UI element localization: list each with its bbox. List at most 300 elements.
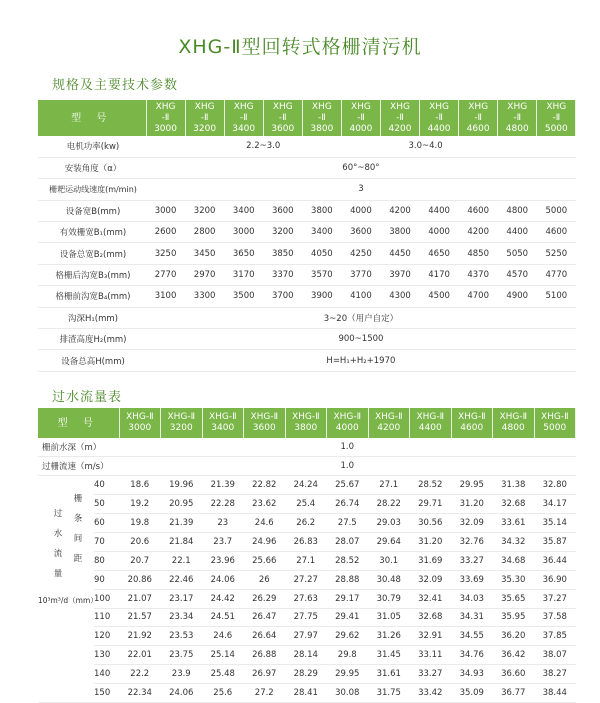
cell-value: 31.75: [368, 684, 410, 703]
cell-value: 27.1: [368, 476, 410, 495]
spec-model-header: [420, 100, 459, 136]
bar-gap-value: 150: [94, 684, 119, 703]
cell-value: 32.91: [410, 627, 452, 646]
cell-value: 32.09: [451, 514, 493, 533]
bar-gap-value: 100: [94, 589, 119, 608]
side-char: 距: [73, 554, 83, 565]
cell-value: 4100: [341, 286, 380, 307]
model-line1: XHG-Ⅱ: [457, 412, 486, 422]
cell-value: 18.6: [119, 476, 161, 495]
cell-value: 20.86: [119, 570, 161, 589]
spec-model-header: [459, 100, 498, 136]
cell-value: 26.88: [244, 646, 286, 665]
side-char: 间: [73, 534, 83, 545]
cell-value: 27.1: [285, 551, 327, 570]
cell-value: 3200: [185, 200, 224, 221]
cell-value: 3000: [146, 200, 185, 221]
spec-dimension-row: [38, 200, 576, 221]
side-col-gap: [68, 489, 88, 569]
spec-dimension-row: [38, 243, 576, 264]
cell-value: 26.29: [244, 589, 286, 608]
model-line1: XHG: [507, 101, 528, 112]
row-label: 过栅流速（m/s）: [38, 457, 119, 476]
row-label: 设备总高H(mm): [38, 350, 146, 371]
spec-row-speed: [38, 179, 576, 200]
cell-value: 35.95: [493, 608, 535, 627]
cell-value: 28.07: [327, 532, 369, 551]
bar-gap-value: 140: [94, 665, 119, 684]
cell-value: 22.28: [202, 495, 244, 514]
cell-value: 34.76: [451, 646, 493, 665]
model-line1: XHG: [155, 101, 176, 112]
spec-model-header: [185, 100, 224, 136]
model-line3: 3200: [193, 123, 217, 134]
cell-value: 23.9: [161, 665, 203, 684]
cell-value: 29.8: [327, 646, 369, 665]
row-label: 有效栅宽B₁(mm): [38, 222, 146, 243]
cell-value: 33.61: [493, 514, 535, 533]
model-line3: 4200: [388, 123, 412, 134]
model-line1: XHG: [233, 101, 254, 112]
bar-gap-value: 120: [94, 627, 119, 646]
spec-model-header: [537, 100, 576, 136]
cell-value: 25.66: [244, 551, 286, 570]
cell-value: 29.41: [327, 608, 369, 627]
model-line2: -Ⅱ: [435, 112, 443, 123]
cell-value: 24.06: [161, 684, 203, 703]
cell-value: 3000: [224, 222, 263, 243]
cell-value: 37.58: [534, 608, 576, 627]
cell-value: 3850: [263, 243, 302, 264]
model-line3: 3000: [154, 123, 177, 134]
cell-value: 20.7: [119, 551, 161, 570]
cell-value: 4650: [420, 243, 459, 264]
model-line1: XHG: [390, 101, 410, 112]
cell-value: 4900: [498, 286, 537, 307]
cell-value: 24.96: [244, 532, 286, 551]
spec-header-label: 型 号: [38, 100, 146, 136]
cell-value: 27.27: [285, 570, 327, 589]
bar-gap-value: 130: [94, 646, 119, 665]
spec-dimension-row: [38, 264, 576, 285]
row-label: 栅耙运动线速度(m/min): [38, 179, 146, 200]
spec-section-title: 规格及主要技术参数: [52, 78, 179, 93]
side-char: 条: [73, 514, 83, 525]
cell-value: 32.68: [493, 495, 535, 514]
cell-value: 24.24: [285, 476, 327, 495]
spec-row-total-height: [38, 350, 576, 371]
model-line3: 4400: [427, 123, 451, 134]
cell-value: 26.83: [285, 532, 327, 551]
cell-value: 3650: [224, 243, 263, 264]
cell-value: 29.17: [327, 589, 369, 608]
cell-value: 23: [202, 514, 244, 533]
model-line2: 4200: [377, 423, 401, 433]
flow-data-row: [38, 665, 576, 684]
cell-value: 36.44: [534, 551, 576, 570]
cell-value: 27.2: [244, 684, 286, 703]
cell-value: 25.14: [202, 646, 244, 665]
power-range-b: 3.0~4.0: [380, 136, 575, 157]
model-line2: 4800: [501, 423, 525, 433]
cell-value: 22.46: [161, 570, 203, 589]
model-line1: XHG: [194, 101, 215, 112]
cell-value: 22.2: [119, 665, 161, 684]
cell-value: 3170: [224, 264, 263, 285]
bar-gap-value: 110: [94, 608, 119, 627]
bar-gap-value: 40: [94, 476, 119, 495]
bar-gap-value: 70: [94, 532, 119, 551]
cell-value: 3770: [341, 264, 380, 285]
row-label: 排渣高度H₂(mm): [38, 329, 146, 350]
model-line1: XHG: [468, 101, 489, 112]
cell-value: 30.08: [327, 684, 369, 703]
cell-value: 4770: [537, 264, 576, 285]
cell-value: 34.31: [451, 608, 493, 627]
cell-value: 4250: [341, 243, 380, 264]
depth-value: 3~20（用户自定）: [146, 307, 576, 328]
spec-row-discharge: [38, 329, 576, 350]
cell-value: 29.03: [368, 514, 410, 533]
cell-value: 3300: [185, 286, 224, 307]
cell-value: 24.6: [202, 627, 244, 646]
cell-value: 4000: [341, 200, 380, 221]
cell-value: 34.55: [451, 627, 493, 646]
cell-value: 34.17: [534, 495, 576, 514]
flow-header-row: [38, 408, 576, 438]
cell-value: 29.95: [327, 665, 369, 684]
flow-side-label: [38, 476, 98, 703]
cell-value: 25.6: [202, 684, 244, 703]
cell-value: 3800: [302, 200, 341, 221]
model-line1: XHG-Ⅱ: [125, 412, 154, 422]
model-line1: XHG: [429, 101, 450, 112]
flow-unit-label: 10³m³/d（mm）: [38, 596, 98, 606]
model-line2: 4000: [335, 423, 359, 433]
cell-value: 4500: [420, 286, 459, 307]
flow-model-header: [534, 408, 576, 438]
cell-value: 33.42: [410, 684, 452, 703]
cell-value: 37.85: [534, 627, 576, 646]
cell-value: 26.2: [285, 514, 327, 533]
cell-value: 34.93: [451, 665, 493, 684]
model-line1: XHG-Ⅱ: [208, 412, 237, 422]
cell-value: 28.88: [327, 570, 369, 589]
cell-value: 4000: [420, 222, 459, 243]
row-label: 设备宽B(mm): [38, 200, 146, 221]
cell-value: 23.17: [161, 589, 203, 608]
row-label: 格栅前沟宽B₄(mm): [38, 286, 146, 307]
spec-model-header: [498, 100, 537, 136]
side-char: 流: [53, 549, 63, 560]
model-line1: XHG: [272, 101, 293, 112]
page-title: XHG-Ⅱ型回转式格栅清污机: [178, 36, 422, 58]
spec-model-header: [341, 100, 380, 136]
flow-data-row: [38, 495, 576, 514]
cell-value: 24.06: [202, 570, 244, 589]
side-char: 量: [53, 569, 63, 580]
cell-value: 4400: [420, 200, 459, 221]
cell-value: 4600: [537, 222, 576, 243]
cell-value: 28.52: [410, 476, 452, 495]
cell-value: 29.71: [410, 495, 452, 514]
model-line2: -Ⅱ: [161, 112, 170, 123]
spec-row-angle: [38, 157, 576, 178]
spec-dimension-row: [38, 286, 576, 307]
cell-value: 5100: [537, 286, 576, 307]
cell-value: 22.82: [244, 476, 286, 495]
speed-value: 3: [146, 179, 576, 200]
flow-data-row: [38, 476, 576, 495]
cell-value: 3100: [146, 286, 185, 307]
flow-data-row: [38, 551, 576, 570]
cell-value: 30.56: [410, 514, 452, 533]
model-line1: XHG: [350, 101, 371, 112]
flow-data-row: [38, 627, 576, 646]
flow-header-label: 型 号: [38, 408, 119, 438]
cell-value: 3700: [263, 286, 302, 307]
cell-value: 23.7: [202, 532, 244, 551]
cell-value: 31.45: [368, 646, 410, 665]
cell-value: 23.53: [161, 627, 203, 646]
velocity-value: 1.0: [119, 457, 576, 476]
row-label: 栅前水深（m）: [38, 438, 119, 457]
cell-value: 26.74: [327, 495, 369, 514]
cell-value: 38.07: [534, 646, 576, 665]
side-char: 栅: [73, 494, 83, 505]
cell-value: 4850: [459, 243, 498, 264]
cell-value: 3800: [380, 222, 419, 243]
total-height-value: H=H₁+H₂+1970: [146, 350, 576, 371]
cell-value: 35.65: [493, 589, 535, 608]
spec-model-header: [146, 100, 185, 136]
cell-value: 27.5: [327, 514, 369, 533]
cell-value: 5050: [498, 243, 537, 264]
model-line2: -Ⅱ: [552, 112, 561, 123]
cell-value: 4170: [420, 264, 459, 285]
flow-data-row: [38, 589, 576, 608]
cell-value: 19.8: [119, 514, 161, 533]
cell-value: 28.41: [285, 684, 327, 703]
cell-value: 4450: [380, 243, 419, 264]
cell-value: 3570: [302, 264, 341, 285]
cell-value: 31.20: [410, 532, 452, 551]
cell-value: 32.68: [410, 608, 452, 627]
cell-value: 3600: [263, 200, 302, 221]
model-line2: 5000: [543, 423, 567, 433]
cell-value: 38.44: [534, 684, 576, 703]
cell-value: 31.61: [368, 665, 410, 684]
cell-value: 23.96: [202, 551, 244, 570]
flow-data-row: [38, 514, 576, 533]
cell-value: 28.14: [285, 646, 327, 665]
flow-data-row: [38, 608, 576, 627]
cell-value: 19.96: [161, 476, 203, 495]
spec-model-header: [263, 100, 302, 136]
model-line2: 4600: [460, 423, 484, 433]
cell-value: 32.76: [451, 532, 493, 551]
model-line1: XHG-Ⅱ: [250, 412, 279, 422]
flow-model-header: [451, 408, 493, 438]
cell-value: 21.07: [119, 589, 161, 608]
cell-value: 2970: [185, 264, 224, 285]
model-line2: 3800: [294, 423, 318, 433]
cell-value: 33.27: [410, 665, 452, 684]
cell-value: 2770: [146, 264, 185, 285]
cell-value: 35.14: [534, 514, 576, 533]
cell-value: 22.01: [119, 646, 161, 665]
cell-value: 23.62: [244, 495, 286, 514]
cell-value: 20.95: [161, 495, 203, 514]
model-line2: -Ⅱ: [278, 112, 287, 123]
cell-value: 31.26: [368, 627, 410, 646]
flow-model-header: [368, 408, 410, 438]
side-char: 过: [53, 509, 63, 520]
spec-table: [38, 100, 576, 372]
cell-value: 30.1: [368, 551, 410, 570]
model-line1: XHG-Ⅱ: [540, 412, 569, 422]
bar-gap-value: 50: [94, 495, 119, 514]
cell-value: 21.57: [119, 608, 161, 627]
cell-value: 26.97: [244, 665, 286, 684]
model-line3: 3800: [310, 123, 334, 134]
model-line3: 3400: [232, 123, 256, 134]
model-line3: 4800: [505, 123, 529, 134]
cell-value: 4370: [459, 264, 498, 285]
cell-value: 28.52: [327, 551, 369, 570]
cell-value: 34.03: [451, 589, 493, 608]
cell-value: 20.6: [119, 532, 161, 551]
cell-value: 3400: [302, 222, 341, 243]
spec-header-row: [38, 100, 576, 136]
cell-value: 35.30: [493, 570, 535, 589]
bar-gap-value: 60: [94, 514, 119, 533]
row-label: 电机功率(kw): [38, 136, 146, 157]
cell-value: 4700: [459, 286, 498, 307]
cell-value: 3600: [341, 222, 380, 243]
model-line3: 5000: [544, 123, 568, 134]
cell-value: 24.42: [202, 589, 244, 608]
cell-value: 30.79: [368, 589, 410, 608]
cell-value: 21.39: [202, 476, 244, 495]
model-line1: XHG-Ⅱ: [291, 412, 320, 422]
cell-value: 21.39: [161, 514, 203, 533]
model-line2: 4400: [418, 423, 442, 433]
flow-model-header: [119, 408, 161, 438]
cell-value: 4200: [459, 222, 498, 243]
cell-value: 4600: [459, 200, 498, 221]
bar-gap-value: 80: [94, 551, 119, 570]
cell-value: 26: [244, 570, 286, 589]
flow-table: [38, 408, 576, 703]
model-line2: 3400: [211, 423, 235, 433]
cell-value: 4050: [302, 243, 341, 264]
cell-value: 34.32: [493, 532, 535, 551]
angle-value: 60°~80°: [146, 157, 576, 178]
model-line1: XHG: [546, 101, 567, 112]
model-line2: -Ⅱ: [396, 112, 404, 123]
cell-value: 32.41: [410, 589, 452, 608]
cell-value: 21.84: [161, 532, 203, 551]
model-line2: 3200: [169, 423, 193, 433]
flow-data-row: [38, 646, 576, 665]
cell-value: 4800: [498, 200, 537, 221]
flow-row-water-depth: [38, 438, 576, 457]
cell-value: 3370: [263, 264, 302, 285]
cell-value: 27.97: [285, 627, 327, 646]
cell-value: 28.29: [285, 665, 327, 684]
cell-value: 32.80: [534, 476, 576, 495]
cell-value: 36.90: [534, 570, 576, 589]
cell-value: 35.09: [451, 684, 493, 703]
cell-value: 3200: [263, 222, 302, 243]
model-line3: 4000: [349, 123, 373, 134]
flow-data-row: [38, 570, 576, 589]
cell-value: 2800: [185, 222, 224, 243]
cell-value: 3450: [185, 243, 224, 264]
model-line3: 3600: [271, 123, 295, 134]
cell-value: 32.09: [410, 570, 452, 589]
flow-model-header: [202, 408, 244, 438]
cell-value: 27.75: [285, 608, 327, 627]
cell-value: 3500: [224, 286, 263, 307]
model-line1: XHG: [311, 101, 332, 112]
cell-value: 19.2: [119, 495, 161, 514]
flow-model-header: [327, 408, 369, 438]
model-line2: -Ⅱ: [513, 112, 522, 123]
model-line1: XHG-Ⅱ: [333, 412, 362, 422]
cell-value: 36.20: [493, 627, 535, 646]
row-label: 安装角度（α）: [38, 157, 146, 178]
flow-model-header: [410, 408, 452, 438]
cell-value: 23.75: [161, 646, 203, 665]
model-line2: -Ⅱ: [357, 112, 365, 123]
flow-row-velocity: [38, 457, 576, 476]
cell-value: 26.47: [244, 608, 286, 627]
cell-value: 37.27: [534, 589, 576, 608]
cell-value: 36.77: [493, 684, 535, 703]
discharge-value: 900~1500: [146, 329, 576, 350]
cell-value: 24.51: [202, 608, 244, 627]
cell-value: 4200: [380, 200, 419, 221]
cell-value: 29.95: [451, 476, 493, 495]
cell-value: 4300: [380, 286, 419, 307]
cell-value: 33.11: [410, 646, 452, 665]
flow-model-header: [285, 408, 327, 438]
model-line2: -Ⅱ: [474, 112, 482, 123]
cell-value: 30.48: [368, 570, 410, 589]
water-depth-value: 1.0: [119, 438, 576, 457]
model-line2: -Ⅱ: [239, 112, 248, 123]
model-line2: 3000: [128, 423, 152, 433]
model-line1: XHG-Ⅱ: [167, 412, 196, 422]
cell-value: 3400: [224, 200, 263, 221]
cell-value: 25.48: [202, 665, 244, 684]
cell-value: 25.4: [285, 495, 327, 514]
cell-value: 33.69: [451, 570, 493, 589]
cell-value: 31.05: [368, 608, 410, 627]
cell-value: 29.62: [327, 627, 369, 646]
flow-data-row: [38, 684, 576, 703]
spec-row-depth: [38, 307, 576, 328]
spec-model-header: [224, 100, 263, 136]
flow-model-header: [244, 408, 286, 438]
cell-value: 26.64: [244, 627, 286, 646]
model-line3: 4600: [466, 123, 490, 134]
cell-value: 29.64: [368, 532, 410, 551]
power-range-a: 2.2~3.0: [146, 136, 380, 157]
row-label: 设备总宽B₂(mm): [38, 243, 146, 264]
